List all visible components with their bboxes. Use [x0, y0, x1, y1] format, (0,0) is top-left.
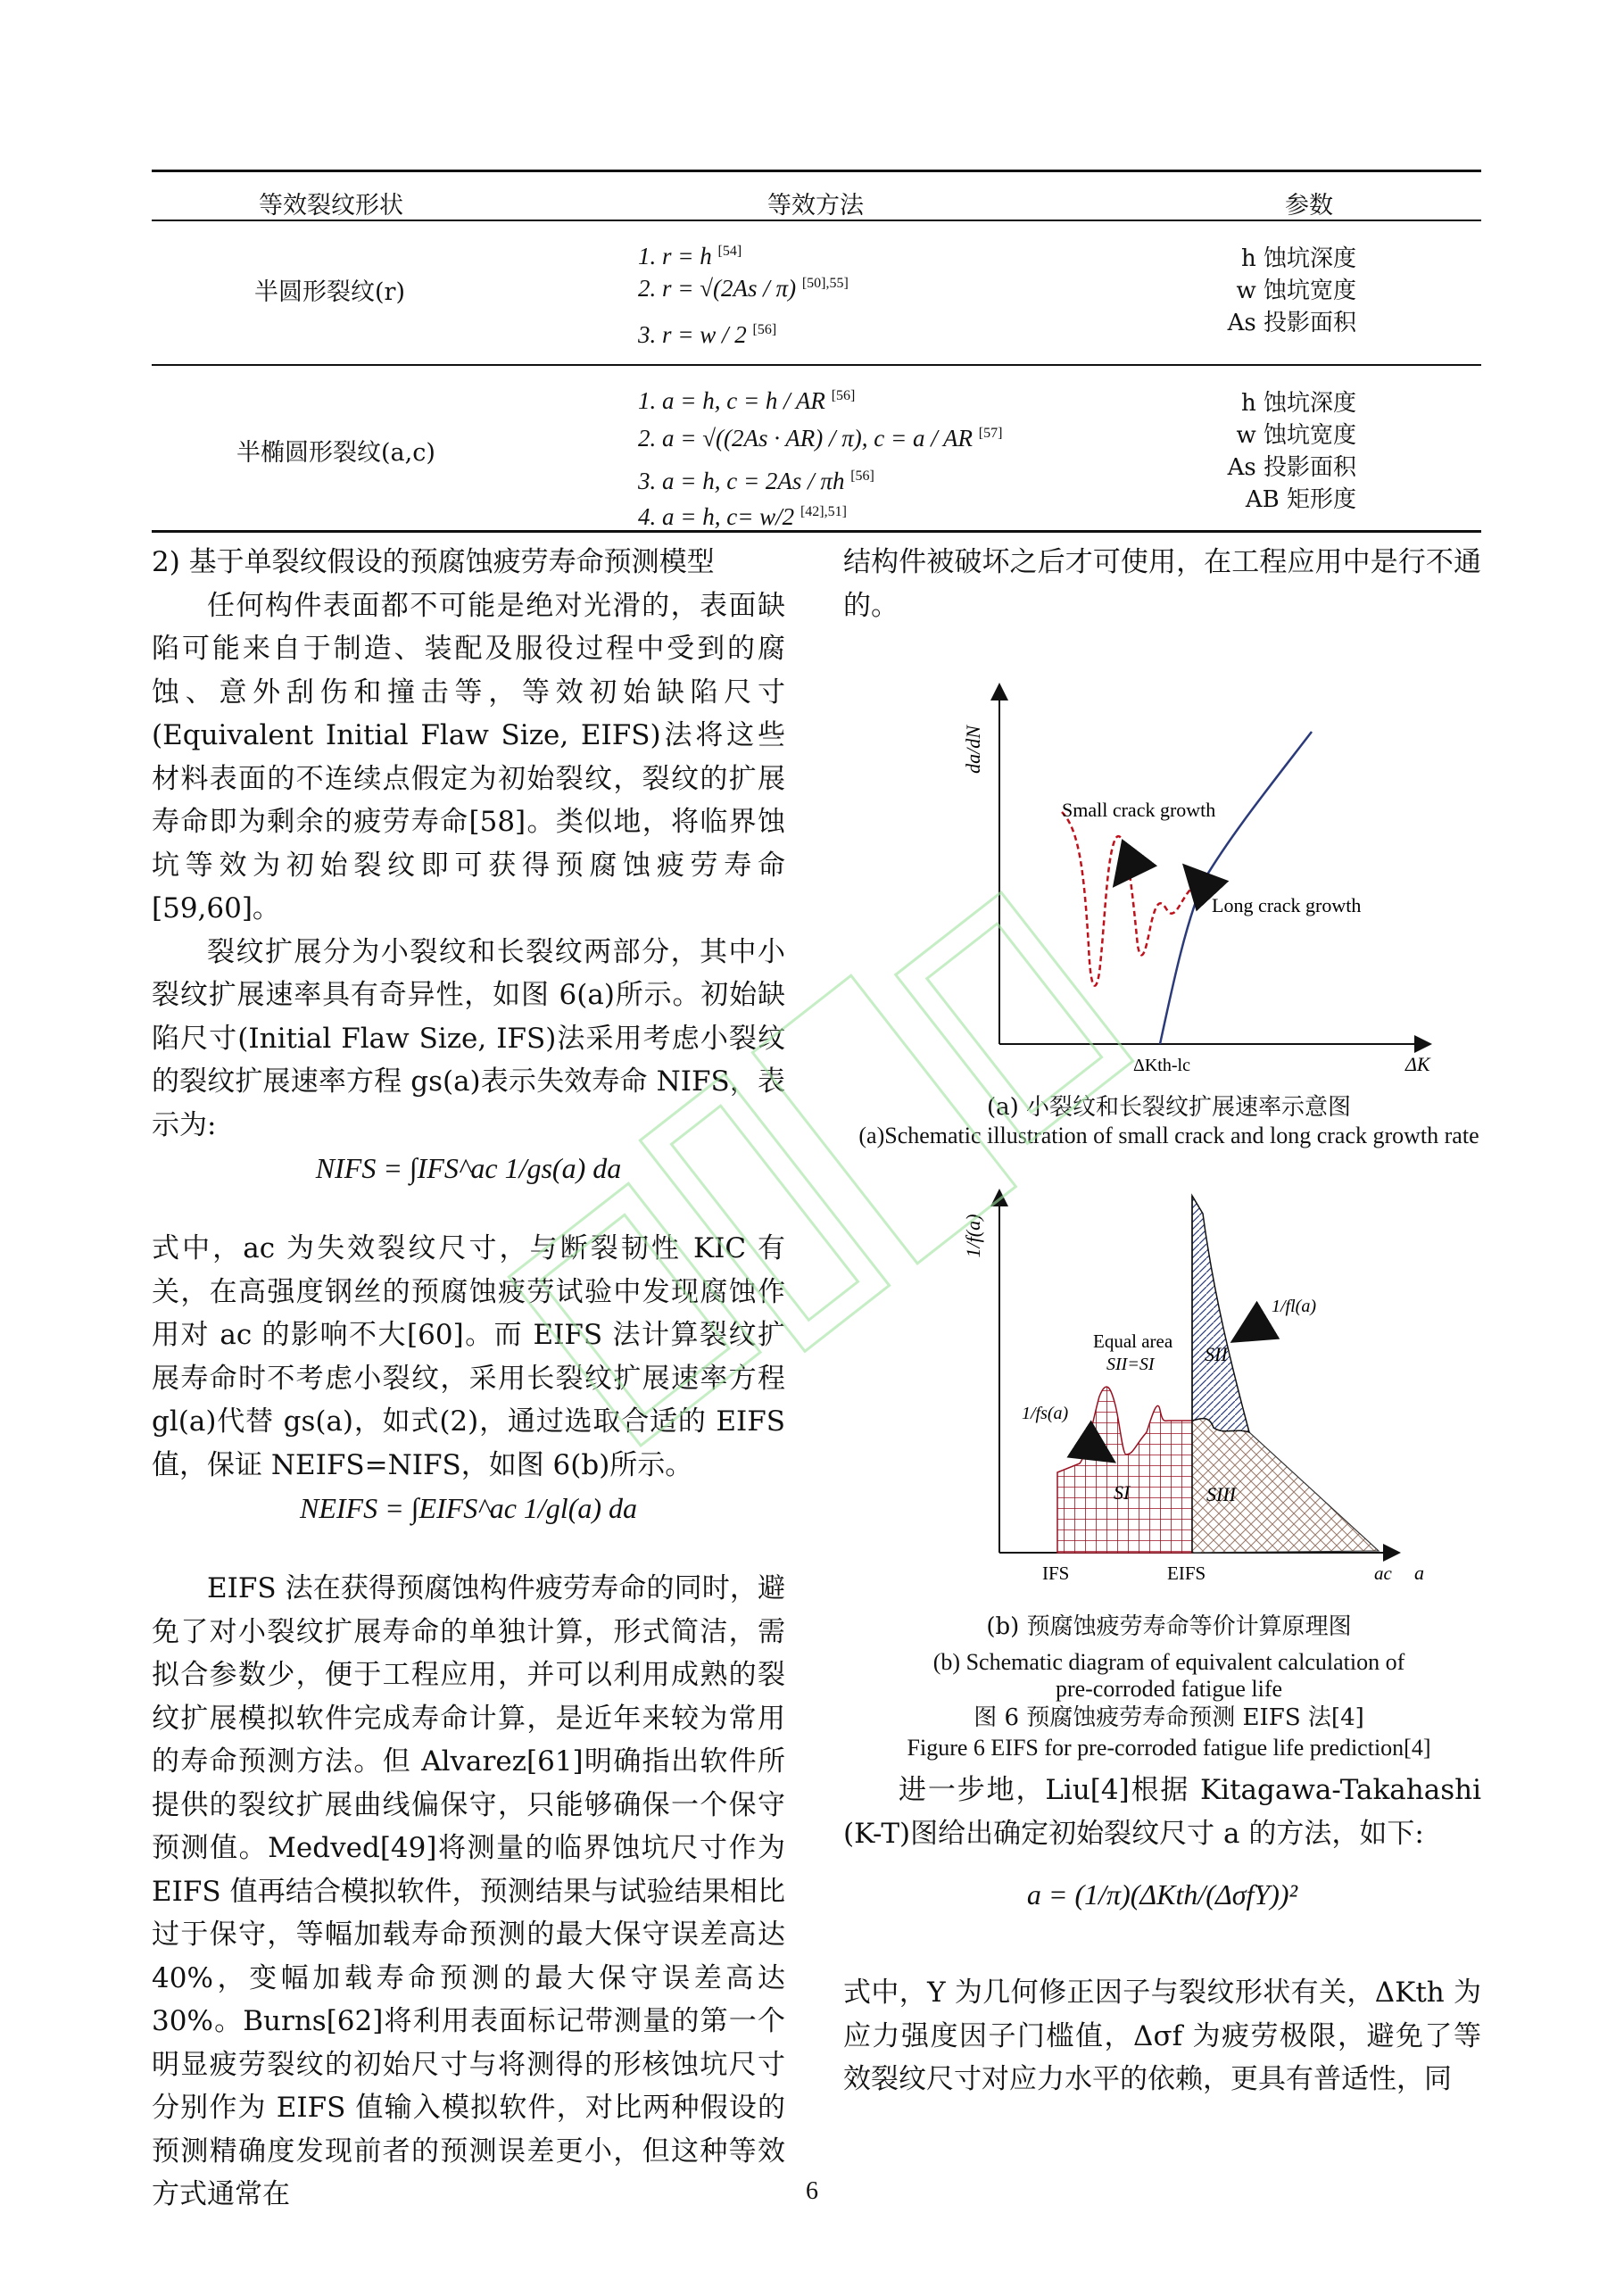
figure-6-caption-cn: 图 6 预腐蚀疲劳寿命预测 EIFS 法[4] — [974, 1704, 1364, 1731]
table-bottom-rule — [152, 530, 1481, 533]
area-s2 — [1192, 1196, 1249, 1432]
row2-method-3: 3. a = h, c = 2As / πh [56] — [638, 468, 874, 494]
row1-method-2: 2. r = √(2As / π) [50],55] — [638, 275, 849, 302]
fig-b-s3: SIII — [1206, 1483, 1236, 1505]
fig-b-xlabel: a — [1414, 1562, 1424, 1584]
row1-method-3: 3. r = w / 2 [56] — [638, 321, 777, 348]
right-column-bottom — [843, 1769, 1481, 2101]
equation-nifs: NIFS = ∫IFS^ac 1/gs(a) da — [315, 1152, 622, 1184]
fig-b-tick-ifs: IFS — [1042, 1562, 1070, 1584]
paragraph-eifs-intro: 任何构件表面都不可能是绝对光滑的，表面缺陷可能来自于制造、装配及服役过程中受到的腐蚀、意外刮伤和撞击等，等效初始缺陷尺寸(Equivalent Initial Flaw Size, EIFS)法将这些材料表面的不连续点假定为初始裂纹，裂纹的扩展寿命即为剩余的疲劳寿命[58]。类似地，将临界蚀坑等效为初始裂纹即可获得预腐蚀疲劳寿命[59,60]。 — [152, 589, 785, 924]
table-header-method: 等效方法 — [767, 192, 864, 220]
row2-method-2: 2. a = √((2As · AR) / π), c = a / AR [57] — [638, 425, 1003, 452]
paragraph-where-y: 式中，Y 为几何修正因子与裂纹形状有关，ΔKth 为应力强度因子门槛值，Δσf 为疲劳极限，避免了等效裂纹尺寸对应力水平的依赖，更具有普适性，同 — [843, 1977, 1481, 2095]
fig-b-s1: SI — [1114, 1481, 1131, 1504]
fig-b-equal-eq: SII=SI — [1106, 1355, 1155, 1374]
paragraph-liu: 进一步地，Liu[4]根据 Kitagawa-Takahashi (K-T)图给出确定初始裂纹尺寸 a 的方法，如下: — [843, 1774, 1481, 1850]
fig-a-caption-en: (a)Schematic illustration of small crack and long crack growth rate — [858, 1123, 1479, 1148]
row2-method-1: 1. a = h, c = h / AR [56] — [638, 387, 856, 414]
row2-params: h 蚀坑深度 w 蚀坑宽度 As 投影面积 AB 矩形度 — [1227, 390, 1356, 513]
table-top-rule — [152, 170, 1481, 172]
page-number: 6 — [806, 2177, 818, 2205]
fig-b-caption-en2: pre-corroded fatigue life — [1055, 1676, 1283, 1702]
fig-b-equal-area: Equal area — [1093, 1330, 1173, 1352]
paragraph-ac: 式中，ac 为失效裂纹尺寸，与断裂韧性 KIC 有关，在高强度钢丝的预腐蚀疲劳试验中发现腐蚀作用对 ac 的影响不大[60]。而 EIFS 法计算裂纹扩展寿命时不考虑小裂纹，采用长裂纹扩展速率方程 gl(a)代替 gs(a)，如式(2)，通过选取合适的 EIFS 值，保证 NEIFS=NIFS，如图 6(b)所示。 — [152, 1232, 785, 1481]
fig-b-caption-cn: (b) 预腐蚀疲劳寿命等价计算原理图 — [986, 1613, 1352, 1640]
fig-a-xlabel: ΔK — [1405, 1053, 1430, 1075]
fig-b-fs-label: 1/fs(a) — [1022, 1404, 1069, 1423]
equation-kt: a = (1/π)(ΔKth/(ΔσfY))² — [1026, 1878, 1298, 1911]
figure-a-crack-growth-rate — [892, 678, 1446, 1089]
row1-params: h 蚀坑深度 w 蚀坑宽度 As 投影面积 — [1227, 245, 1356, 336]
fig-b-tick-ac: ac — [1374, 1562, 1392, 1584]
table-header-rule — [152, 220, 1481, 221]
area-s1 — [1057, 1387, 1192, 1553]
figure-b-equivalent-calculation — [892, 1187, 1446, 1606]
fig-b-s2: SII — [1205, 1343, 1228, 1365]
row1-shape: 半圆形裂纹(r) — [254, 278, 405, 306]
paragraph-crack-growth: 裂纹扩展分为小裂纹和长裂纹两部分，其中小裂纹扩展速率具有奇异性，如图 6(a)所示。初始缺陷尺寸(Initial Flaw Size, IFS)法采用考虑小裂纹的裂纹扩展速率方程 gs(a)表示失效寿命 NIFS，表示为: — [152, 935, 785, 1141]
fig-a-caption-cn: (a) 小裂纹和长裂纹扩展速率示意图 — [986, 1094, 1352, 1121]
fig-a-long-crack-label: Long crack growth — [1212, 894, 1362, 916]
equation-neifs: NEIFS = ∫EIFS^ac 1/gl(a) da — [300, 1492, 637, 1524]
long-crack-curve — [1160, 732, 1312, 1044]
paragraph-eifs-discussion: EIFS 法在获得预腐蚀构件疲劳寿命的同时，避免了对小裂纹扩展寿命的单独计算，形式简洁，需拟合参数少，便于工程应用，并可以利用成熟的裂纹扩展模拟软件完成寿命计算，是近年来较为常用的寿命预测方法。但 Alvarez[61]明确指出软件所提供的裂纹扩展曲线偏保守，只能够确保一个保守预测值。Medved[49]将测量的临界蚀坑尺寸作为 EIFS 值再结合模拟软件，预测结果与试验结果相比过于保守，等幅加载寿命预测的最大保守误差高达 40%，变幅加载寿命预测的最大保守误差高达 30%。Burns[62]将利用表面标记带测量的第一个明显疲劳裂纹的初始尺寸与将测得的形核蚀坑尺寸分别作为 EIFS 值输入模拟软件，对比两种假设的预测精确度发现前者的预测误差更小，但这种等效方式通常在 — [152, 1572, 785, 2210]
figure-6-caption-en: Figure 6 EIFS for pre-corroded fatigue life prediction[4] — [907, 1735, 1431, 1761]
paragraph-continued: 结构件被破坏之后才可使用，在工程应用中是行不通的。 — [843, 546, 1481, 622]
fl-arrow — [1249, 1321, 1267, 1331]
fig-b-caption-en1: (b) Schematic diagram of equivalent calculation of — [932, 1649, 1405, 1675]
table-header-params: 参数 — [1285, 192, 1333, 220]
fig-b-ylabel: 1/f(a) — [962, 1214, 984, 1258]
section-heading: 2) 基于单裂纹假设的预腐蚀疲劳寿命预测模型 — [152, 546, 715, 578]
fig-a-small-crack-label: Small crack growth — [1062, 799, 1216, 821]
row2-method-4: 4. a = h, c= w/2 [42],51] — [638, 503, 847, 530]
fig-a-xtick: ΔKth-lc — [1133, 1056, 1190, 1075]
small-crack-curve — [1062, 812, 1206, 986]
right-column-top — [843, 541, 1481, 627]
table-header-shape: 等效裂纹形状 — [259, 192, 403, 220]
row1-method-1: 1. r = h [54] — [638, 243, 742, 269]
row2-shape: 半椭圆形裂纹(a,c) — [236, 439, 435, 467]
left-column — [152, 541, 785, 2217]
fig-a-ylabel: da/dN — [962, 725, 984, 774]
fig-b-tick-eifs: EIFS — [1167, 1562, 1206, 1584]
table-row-rule — [152, 364, 1481, 366]
fig-b-fl-label: 1/fl(a) — [1272, 1297, 1316, 1316]
